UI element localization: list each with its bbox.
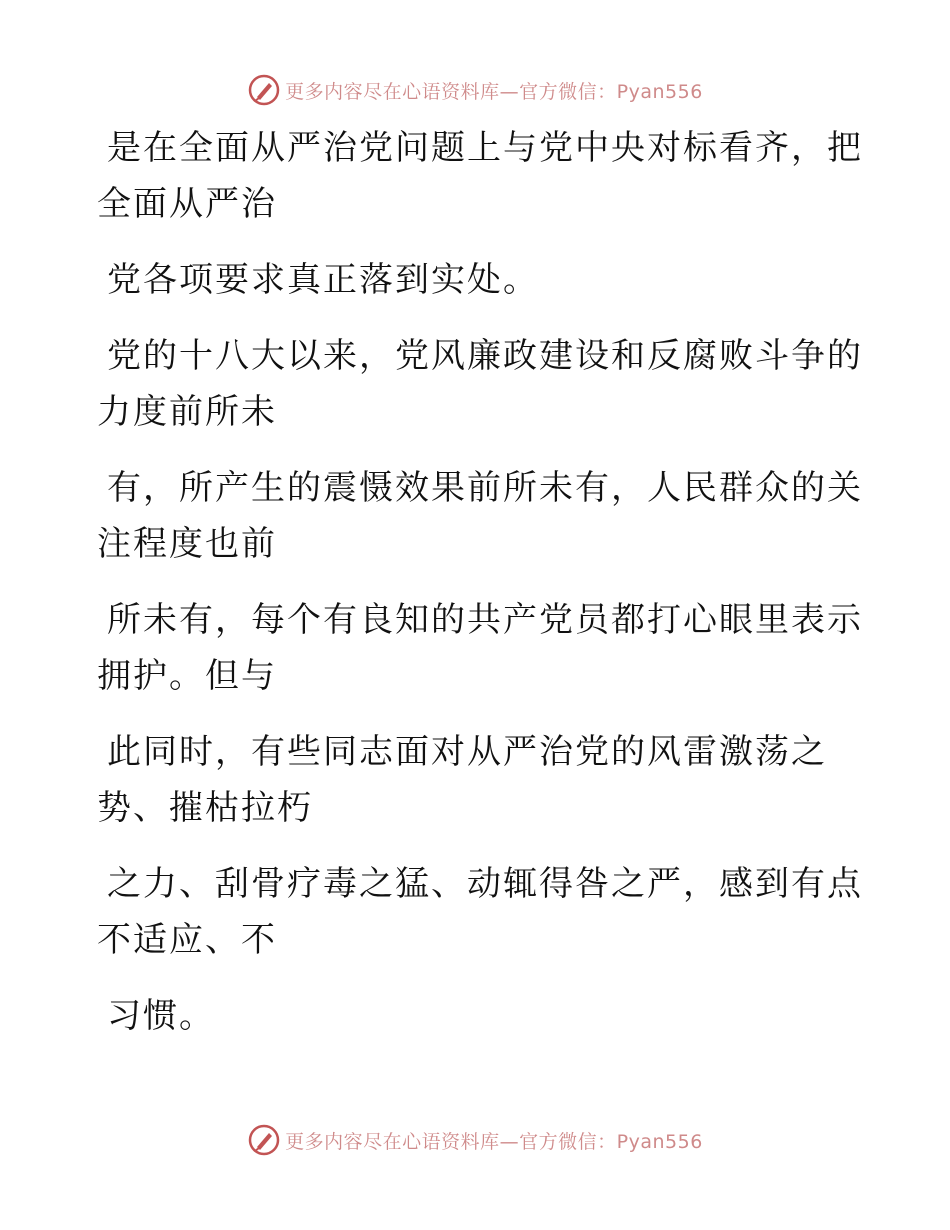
watermark-text: 更多内容尽在心语资料库—官方微信：Pyan556 — [285, 80, 703, 103]
body-line: 之力、刮骨疗毒之猛、动辄得咎之严，感到有点 — [107, 864, 863, 904]
body-line: 有，所产生的震慑效果前所未有，人民群众的关 — [107, 468, 863, 508]
body-line: 注程度也前 — [97, 524, 277, 564]
pen-logo-icon — [247, 1123, 281, 1157]
document-body — [97, 120, 863, 1044]
watermark-header — [0, 70, 950, 110]
body-line: 党各项要求真正落到实处。 — [107, 260, 539, 300]
body-line: 力度前所未 — [97, 392, 277, 432]
watermark-footer — [0, 1120, 950, 1160]
body-line: 此同时，有些同志面对从严治党的风雷激荡之 — [107, 732, 827, 772]
body-line: 所未有，每个有良知的共产党员都打心眼里表示 — [107, 600, 863, 640]
body-line: 全面从严治 — [97, 184, 277, 224]
body-line: 不适应、不 — [97, 920, 277, 960]
watermark-text: 更多内容尽在心语资料库—官方微信：Pyan556 — [285, 1130, 703, 1153]
body-line: 党的十八大以来，党风廉政建设和反腐败斗争的 — [107, 336, 863, 376]
body-line: 势、摧枯拉朽 — [97, 788, 313, 828]
body-line: 是在全面从严治党问题上与党中央对标看齐，把 — [107, 128, 863, 168]
body-line: 习惯。 — [107, 996, 215, 1036]
body-line: 拥护。但与 — [97, 656, 277, 696]
pen-logo-icon — [247, 73, 281, 107]
